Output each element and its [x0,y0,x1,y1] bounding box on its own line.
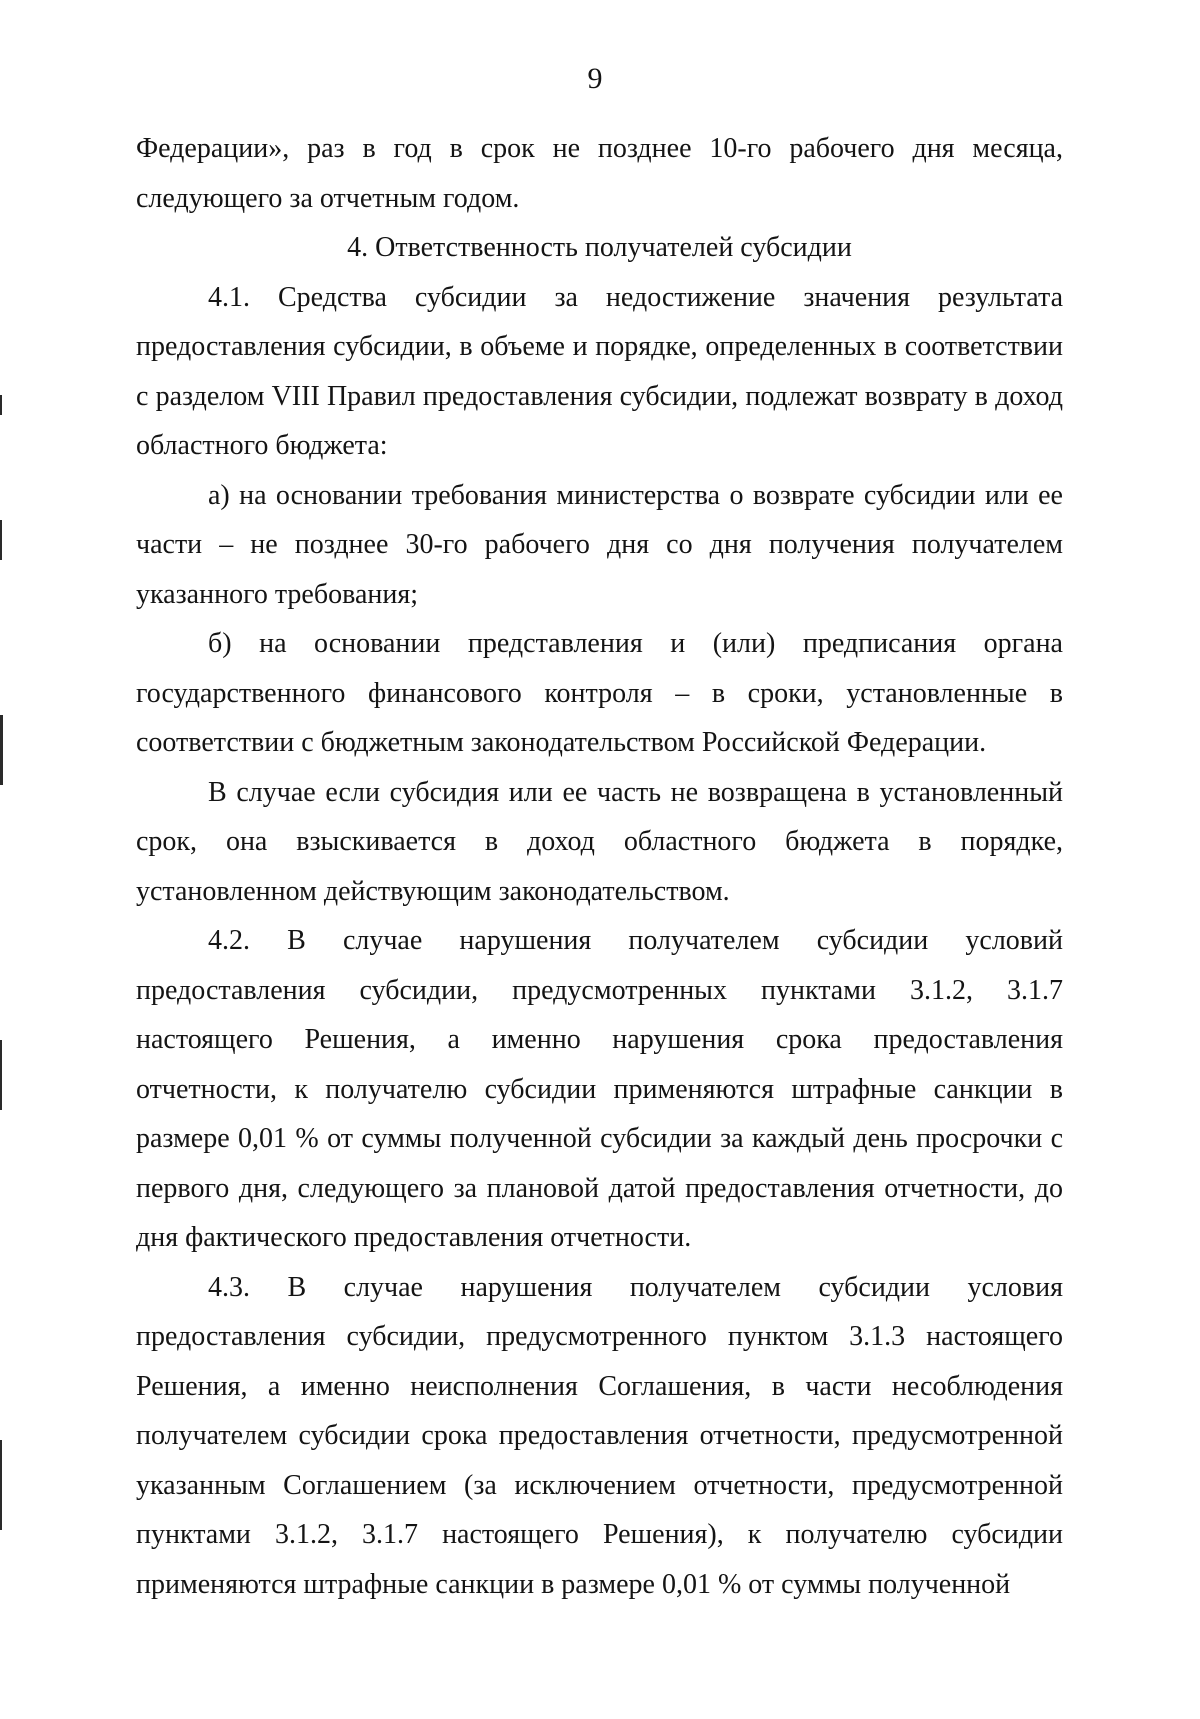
document-body [136,124,1063,1609]
scan-edge-mark [0,715,3,785]
paragraph-continuation: Федерации», раз в год в срок не позднее 10-го рабочего дня месяца, следующего за отчетным годом. [136,133,1063,214]
scan-edge-mark [0,1040,2,1110]
paragraph-4-1: 4.1. Средства субсидии за недостижение значения результата предоставления субсидии, в объеме и порядке, определенных в соответствии с разделом VIII Правил предоставления субсидии, подлежат возврату в доход областного бюджета: [136,281,1063,461]
section-heading: 4. Ответственность получателей субсидии [347,232,852,263]
paragraph-4-1-a: а) на основании требования министерства о возврате субсидии или ее части – не позднее 30-го рабочего дня со дня получения получателем указанного требования; [136,479,1063,610]
paragraph-4-3: 4.3. В случае нарушения получателем субсидии условия предоставления субсидии, предусмотренного пунктом 3.1.3 настоящего Решения, а именно неисполнения Соглашения, в части несоблюдения получателем субсидии срока предоставления отчетности, предусмотренной указанным Соглашением (за исключением отчетности, предусмотренной пунктами 3.1.2, 3.1.7 настоящего Решения), к получателю субсидии применяются штрафные санкции в размере 0,01 % от суммы полученной [136,1271,1063,1600]
page-number: 9 [587,62,603,95]
paragraph-4-1-b: б) на основании представления и (или) предписания органа государственного финансового контроля – в сроки, установленные в соответствии с бюджетным законодательством Российской Федерации. [136,628,1063,758]
scan-edge-mark [0,1440,2,1530]
paragraph-recovery: В случае если субсидия или ее часть не возвращена в установленный срок, она взыскивается в доход областного бюджета в порядке, установленном действующим законодательством. [136,776,1063,907]
paragraph-4-2: 4.2. В случае нарушения получателем субсидии условий предоставления субсидии, предусмотренных пунктами 3.1.2, 3.1.7 настоящего Решения, а именно нарушения срока предоставления отчетности, к получателю субсидии применяются штрафные санкции в размере 0,01 % от суммы полученной субсидии за каждый день просрочки с первого дня, следующего за плановой датой предоставления отчетности, до дня фактического предоставления отчетности. [136,925,1063,1253]
scan-edge-mark [0,520,2,560]
scan-edge-mark [0,395,2,415]
